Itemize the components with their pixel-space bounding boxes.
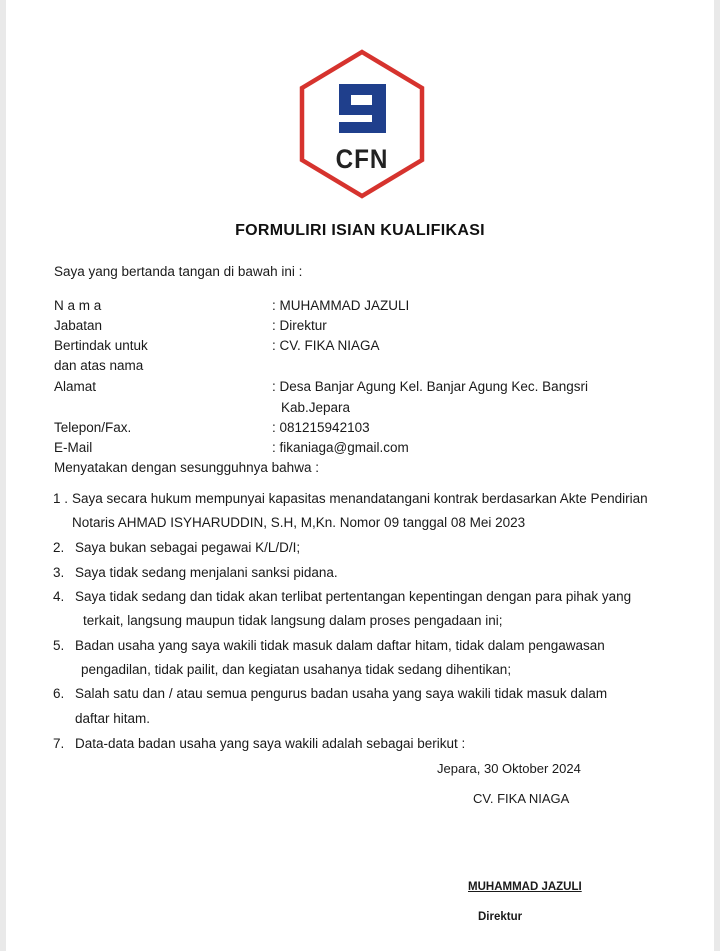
list-item-continuation: pengadilan, tidak pailit, dan kegiatan usahanya tidak sedang dihentikan; bbox=[81, 662, 512, 677]
label-alamat: Alamat bbox=[54, 379, 97, 394]
signature-company: CV. FIKA NIAGA bbox=[473, 791, 570, 806]
place-date: Jepara, 30 Oktober 2024 bbox=[437, 761, 581, 776]
list-item-text: Saya tidak sedang menjalani sanksi pidana. bbox=[75, 565, 338, 580]
label-nama: N a m a bbox=[54, 298, 102, 313]
hexagon-logo-icon bbox=[296, 48, 428, 200]
label-jabatan: Jabatan bbox=[54, 318, 103, 333]
label-telepon: Telepon/Fax. bbox=[54, 420, 132, 435]
signatory-position: Direktur bbox=[478, 911, 523, 923]
list-item-text: Saya secara hukum mempunyai kapasitas menandatangani kontrak berdasarkan Akte Pendirian bbox=[72, 491, 648, 506]
list-item-continuation: Notaris AHMAD ISYHARUDDIN, S.H, M,Kn. Nomor 09 tanggal 08 Mei 2023 bbox=[72, 515, 526, 530]
form-title: FORMULIRI ISIAN KUALIFIKASI bbox=[235, 222, 485, 239]
list-item-number: 7. bbox=[53, 736, 65, 751]
list-item-number: 5. bbox=[53, 638, 65, 653]
list-item-number: 3. bbox=[53, 565, 65, 580]
list-item-number: 1 . bbox=[53, 491, 69, 506]
list-item-number: 2. bbox=[53, 540, 65, 555]
logo-text: CFN bbox=[335, 144, 389, 174]
value-telepon: : 081215942103 bbox=[272, 420, 370, 435]
label-bertindak-2: dan atas nama bbox=[54, 358, 144, 373]
list-item-number: 4. bbox=[53, 589, 65, 604]
list-item-continuation: terkait, langsung maupun tidak langsung dalam proses pengadaan ini; bbox=[83, 613, 503, 628]
signatory-name: MUHAMMAD JAZULI bbox=[468, 881, 582, 893]
list-item-text: Salah satu dan / atau semua pengurus badan usaha yang saya wakili tidak masuk dalam bbox=[75, 686, 608, 701]
value-email: : fikaniaga@gmail.com bbox=[272, 440, 409, 455]
label-bertindak-1: Bertindak untuk bbox=[54, 338, 148, 353]
value-nama: : MUHAMMAD JAZULI bbox=[272, 298, 410, 313]
list-item-text: Saya bukan sebagai pegawai K/L/D/I; bbox=[75, 540, 301, 555]
list-item-number: 6. bbox=[53, 686, 65, 701]
label-email: E-Mail bbox=[54, 440, 93, 455]
declaration-text: Menyatakan dengan sesungguhnya bahwa : bbox=[54, 460, 319, 475]
document-page bbox=[6, 0, 714, 951]
value-bertindak: : CV. FIKA NIAGA bbox=[272, 338, 380, 353]
value-alamat-1: : Desa Banjar Agung Kel. Banjar Agung Kec. Bangsri bbox=[272, 379, 588, 394]
value-jabatan: : Direktur bbox=[272, 318, 327, 333]
intro-text: Saya yang bertanda tangan di bawah ini : bbox=[54, 264, 303, 279]
value-alamat-2: Kab.Jepara bbox=[281, 400, 351, 415]
list-item-text: Saya tidak sedang dan tidak akan terlibat pertentangan kepentingan dengan para pihak yang bbox=[75, 589, 632, 604]
list-item-text: Badan usaha yang saya wakili tidak masuk dalam daftar hitam, tidak dalam pengawasan bbox=[75, 638, 605, 653]
list-item-continuation: daftar hitam. bbox=[75, 711, 151, 726]
list-item-text: Data-data badan usaha yang saya wakili adalah sebagai berikut : bbox=[75, 736, 466, 751]
company-logo bbox=[296, 48, 428, 200]
